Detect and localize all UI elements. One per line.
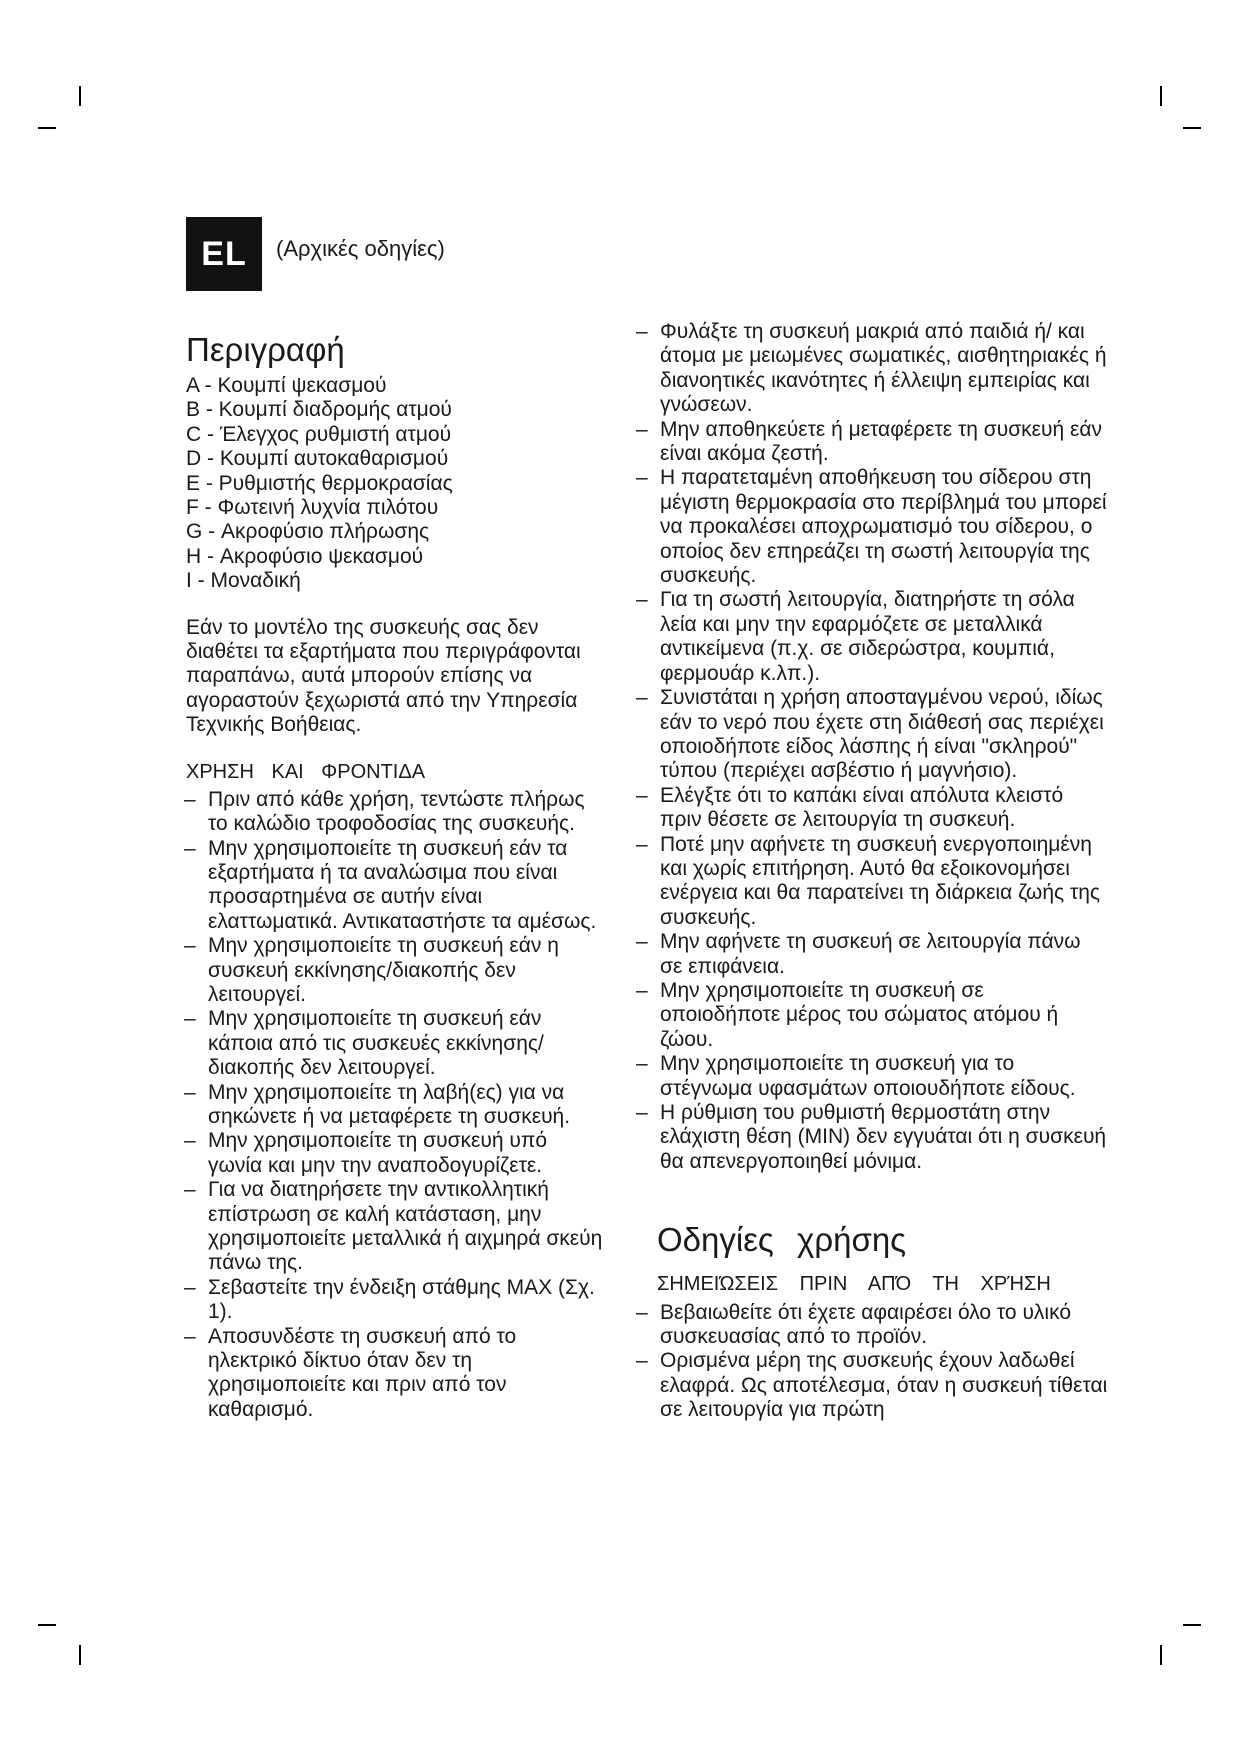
crop-mark	[1183, 127, 1201, 129]
part-item: H - Ακροφύσιο ψεκασμού	[186, 544, 424, 568]
list-item: – Βεβαιωθείτε ότι έχετε αφαιρέσει όλο το υλικό συσκευασίας από το προϊόν.	[638, 1301, 1108, 1350]
part-item: C - Έλεγχος ρυθμιστή ατμού	[186, 422, 452, 446]
crop-mark	[79, 86, 81, 106]
notes-before-use-heading: ΣΗΜΕΙΏΣΕΙΣ ΠΡΙΝ ΑΠΌ ΤΗ ΧΡΉΣΗ	[657, 1273, 1051, 1296]
usage-heading: Οδηγίες χρήσης	[657, 1221, 907, 1259]
part-item: E - Ρυθμιστής θερμοκρασίας	[186, 471, 453, 495]
list-item: – Συνιστάται η χρήση αποσταγμένου νερού, ιδίως εάν το νερό που έχετε στη διάθεσή σας περιέχει οποιοδήποτε είδος λάσπης ή είναι "σκληρού" τύπου (περιέχει ασβέστιο ή μαγνήσιο).	[638, 686, 1108, 784]
part-item: F - Φωτεινή λυχνία πιλότου	[186, 496, 439, 520]
crop-mark	[79, 1645, 81, 1665]
part-item: A - Κουμπί ψεκασμού	[186, 374, 387, 397]
part-item: I - Μοναδική	[186, 569, 301, 593]
right-column	[638, 320, 1108, 1423]
list-item: – Μην χρησιμοποιείτε τη συσκευή για το στέγνωμα υφασμάτων οποιουδήποτε είδους.	[638, 1052, 1108, 1101]
crop-mark	[38, 127, 56, 129]
list-item: – Ορισμένα μέρη της συσκευής έχουν λαδωθεί ελαφρά. Ως αποτέλεσμα, όταν η συσκευή τίθεται σε λειτουργία για πρώτη	[638, 1349, 1108, 1422]
list-item: – Ποτέ μην αφήνετε τη συσκευή ενεργοποιημένη και χωρίς επιτήρηση. Αυτό θα εξοικονομήσει ενέργεια και θα παρατείνει τη διάρκεια ζωής της συσκευής.	[638, 833, 1108, 931]
document-subtitle: (Αρχικές οδηγίες)	[276, 236, 445, 261]
use-care-heading: ΧΡΗΣΗ ΚΑΙ ΦΡΟΝΤΙΔΑ	[186, 760, 426, 783]
list-item: – Μην χρησιμοποιείτε τη συσκευή εάν κάποια από τις συσκευές εκκίνησης/ διακοπής δεν λειτουργεί.	[186, 1007, 606, 1080]
use-care-list-right	[638, 320, 1108, 1174]
part-item: D - Κουμπί αυτοκαθαρισμού	[186, 447, 449, 471]
use-care-list-left	[186, 788, 606, 1423]
list-item: – Ελέγξτε ότι το καπάκι είναι απόλυτα κλειστό πριν θέσετε σε λειτουργία τη συσκευή.	[638, 784, 1108, 833]
list-item: – Για να διατηρήσετε την αντικολλητική επίστρωση σε καλή κατάσταση, μην χρησιμοποιείτε μεταλλικά ή αιχμηρά σκεύη πάνω της.	[186, 1178, 606, 1276]
list-item: – Μην αποθηκεύετε ή μεταφέρετε τη συσκευή εάν είναι ακόμα ζεστή.	[638, 418, 1108, 467]
list-item: – Μην χρησιμοποιείτε τη συσκευή υπό γωνία και μην την αναποδογυρίζετε.	[186, 1129, 606, 1178]
list-item: – Μην αφήνετε τη συσκευή σε λειτουργία πάνω σε επιφάνεια.	[638, 930, 1108, 979]
list-item: – Μην χρησιμοποιείτε τη συσκευή εάν τα εξαρτήματα ή τα αναλώσιμα που είναι προσαρτημένα σε αυτήν είναι ελαττωματικά. Αντικαταστήστε τα αμέσως.	[186, 837, 606, 935]
part-item: B - Κουμπί διαδρομής ατμού	[186, 398, 452, 422]
list-item: – Η παρατεταμένη αποθήκευση του σίδερου στη μέγιστη θερμοκρασία στο περίβλημά του μπορεί να προκαλέσει αποχρωματισμό του σίδερου, ο οποίος δεν επηρεάζει τη σωστή λειτουργία της συσκευής.	[638, 466, 1108, 588]
part-item: G - Ακροφύσιο πλήρωσης	[186, 520, 430, 544]
description-heading: Περιγραφή	[186, 331, 345, 368]
list-item: – Αποσυνδέστε τη συσκευή από το ηλεκτρικό δίκτυο όταν δεν τη χρησιμοποιείτε και πριν από τον καθαρισμό.	[186, 1325, 606, 1423]
crop-mark	[1160, 1645, 1162, 1665]
crop-mark	[1183, 1624, 1201, 1626]
language-badge: EL	[186, 217, 262, 291]
accessories-note: Εάν το μοντέλο της συσκευής σας δεν διαθέτει τα εξαρτήματα που περιγράφονται παραπάνω, αυτά μπορούν επίσης να αγοραστούν ξεχωριστά από την Υπηρεσία Τεχνικής Βοήθειας.	[186, 615, 581, 737]
left-column	[186, 330, 606, 1422]
list-item: – Σεβαστείτε την ένδειξη στάθμης MAX (Σχ. 1).	[186, 1276, 606, 1325]
list-item: – Φυλάξτε τη συσκευή μακριά από παιδιά ή/ και άτομα με μειωμένες σωματικές, αισθητηριακές ή διανοητικές ικανότητες ή έλλειψη εμπειρίας και γνώσεων.	[638, 320, 1108, 418]
crop-mark	[1160, 86, 1162, 106]
list-item: – Για τη σωστή λειτουργία, διατηρήστε τη σόλα λεία και μην την εφαρμόζετε σε μεταλλικά αντικείμενα (π.χ. σε σιδερώστρα, κουμπιά, φερμουάρ κ.λπ.).	[638, 588, 1108, 686]
list-item: – Πριν από κάθε χρήση, τεντώστε πλήρως το καλώδιο τροφοδοσίας της συσκευής.	[186, 788, 606, 837]
list-item: – Μην χρησιμοποιείτε τη συσκευή σε οποιοδήποτε μέρος του σώματος ατόμου ή ζώου.	[638, 979, 1108, 1052]
parts-list	[186, 374, 606, 594]
list-item: – Μην χρησιμοποιείτε τη συσκευή εάν η συσκευή εκκίνησης/διακοπής δεν λειτουργεί.	[186, 934, 606, 1007]
list-item: – Η ρύθμιση του ρυθμιστή θερμοστάτη στην ελάχιστη θέση (MIN) δεν εγγυάται ότι η συσκευή θα απενεργοποιηθεί μόνιμα.	[638, 1101, 1108, 1174]
crop-mark	[38, 1624, 56, 1626]
list-item: – Μην χρησιμοποιείτε τη λαβή(ες) για να σηκώνετε ή να μεταφέρετε τη συσκευή.	[186, 1081, 606, 1130]
usage-list	[638, 1301, 1108, 1423]
